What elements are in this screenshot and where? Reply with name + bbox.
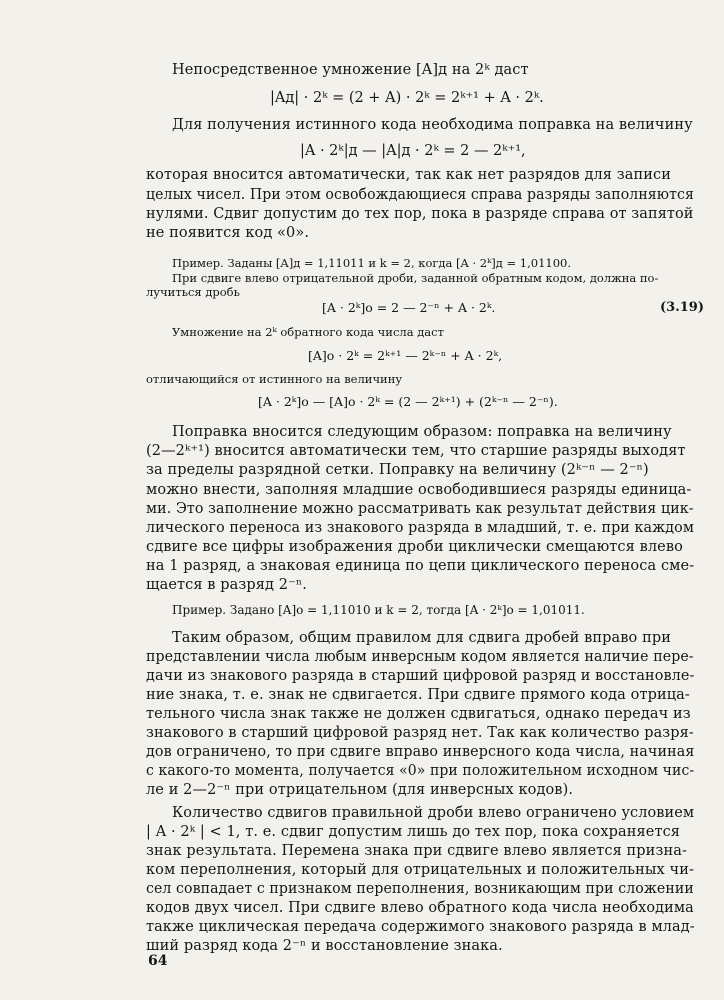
text-line: Умножение на 2ᵏ обратного кода числа даст <box>172 325 444 339</box>
text-line: знакового в старший цифровой разряд нет. Так как количество разря- <box>146 725 694 741</box>
text-line: ле и 2—2⁻ⁿ при отрицательном (для инверсных кодов). <box>146 782 574 798</box>
equation: |A · 2ᵏ|д — |A|д · 2ᵏ = 2 — 2ᵏ⁺¹, <box>300 143 526 159</box>
text-line: (2—2ᵏ⁺¹) вносится автоматически тем, что старшие разряды выходят <box>146 443 686 459</box>
equation: [A · 2ᵏ]о = 2 — 2⁻ⁿ + A · 2ᵏ. <box>322 300 496 315</box>
text-line: При сдвиге влево отрицательной дроби, заданной обратным кодом, должна по- <box>172 271 659 285</box>
text-line: сдвиге все цифры изображения дроби циклически смещаются влево <box>146 539 683 555</box>
equation: [A]о · 2ᵏ = 2ᵏ⁺¹ — 2ᵏ⁻ⁿ + A · 2ᵏ, <box>308 348 503 363</box>
text-line: дачи из знакового разряда в старший цифровой разряд и восстановле- <box>146 668 695 684</box>
text-line: Количество сдвигов правильной дроби влево ограничено условием <box>172 805 695 821</box>
text-line: также циклическая передача содержимого знакового разряда в млад- <box>146 919 695 935</box>
text-line: лического переноса из знакового разряда в младший, т. е. при каждом <box>146 520 695 536</box>
example-line: Пример. Задано [A]о = 1,11010 и k = 2, тогда [A · 2ᵏ]о = 1,01011. <box>172 603 585 617</box>
text-line: ший разряд кода 2⁻ⁿ и восстановление знака. <box>146 938 503 954</box>
page-number: 64 <box>148 953 168 969</box>
text-line: нулями. Сдвиг допустим до тех пор, пока в разряде справа от запятой <box>146 206 694 222</box>
text-line: щается в разряд 2⁻ⁿ. <box>146 577 307 593</box>
equation-number: (3.19) <box>660 300 704 315</box>
text-line: ком переполнения, который для отрицательных и положительных чи- <box>146 862 694 878</box>
equation: [A · 2ᵏ]о — [A]о · 2ᵏ = (2 — 2ᵏ⁺¹) + (2ᵏ⁻ⁿ — 2⁻ⁿ). <box>258 394 558 409</box>
text-line: не появится код «0». <box>146 225 310 241</box>
equation: |Aд| · 2ᵏ = (2 + A) · 2ᵏ = 2ᵏ⁺¹ + A · 2ᵏ. <box>270 90 544 106</box>
text-line: кодов двух чисел. При сдвиге влево обратного кода числа необходима <box>146 900 694 916</box>
text-line: которая вносится автоматически, так как нет разрядов для записи <box>146 167 672 183</box>
text-line: на 1 разряд, а знаковая единица по цепи циклического переноса сме- <box>146 558 695 574</box>
text-line: дов ограничено, то при сдвиге вправо инверсного кода числа, начиная <box>146 744 695 760</box>
text-line: лучиться дробь <box>146 285 240 299</box>
text-line: тельного числа знак также не должен сдвигаться, однако передач из <box>146 706 691 722</box>
text-line: сел совпадает с признаком переполнения, возникающим при сложении <box>146 881 694 897</box>
text-line: представлении числа любым инверсным кодом является наличие пере- <box>146 649 694 665</box>
text-line: Таким образом, общим правилом для сдвига дробей вправо при <box>172 630 672 646</box>
text-line: знак результата. Перемена знака при сдвиге влево является призна- <box>146 843 687 859</box>
text-line: Непосредственное умножение [A]д на 2ᵏ даст <box>172 62 529 78</box>
text-line: ние знака, т. е. знак не сдвигается. При сдвиге прямого кода отрица- <box>146 687 690 703</box>
text-line: с какого-то момента, получается «0» при положительном исходном чис- <box>146 763 695 779</box>
text-line: отличающийся от истинного на величину <box>146 372 403 386</box>
text-line: за пределы разрядной сетки. Поправку на величину (2ᵏ⁻ⁿ — 2⁻ⁿ) <box>146 462 649 478</box>
text-line: Поправка вносится следующим образом: поправка на величину <box>172 424 672 440</box>
text-line: ми. Это заполнение можно рассматривать как результат действия цик- <box>146 501 694 517</box>
text-line: Для получения истинного кода необходима поправка на величину <box>172 117 693 133</box>
text-line: целых чисел. При этом освобождающиеся справа разряды заполняются <box>146 187 694 203</box>
text-line: можно внести, заполняя младшие освободившиеся разряды единица- <box>146 482 692 498</box>
example-line: Пример. Заданы [A]д = 1,11011 и k = 2, когда [A · 2ᵏ]д = 1,01100. <box>172 256 572 270</box>
text-line: | A · 2ᵏ | < 1, т. е. сдвиг допустим лишь до тех пор, пока сохраняется <box>146 824 681 840</box>
